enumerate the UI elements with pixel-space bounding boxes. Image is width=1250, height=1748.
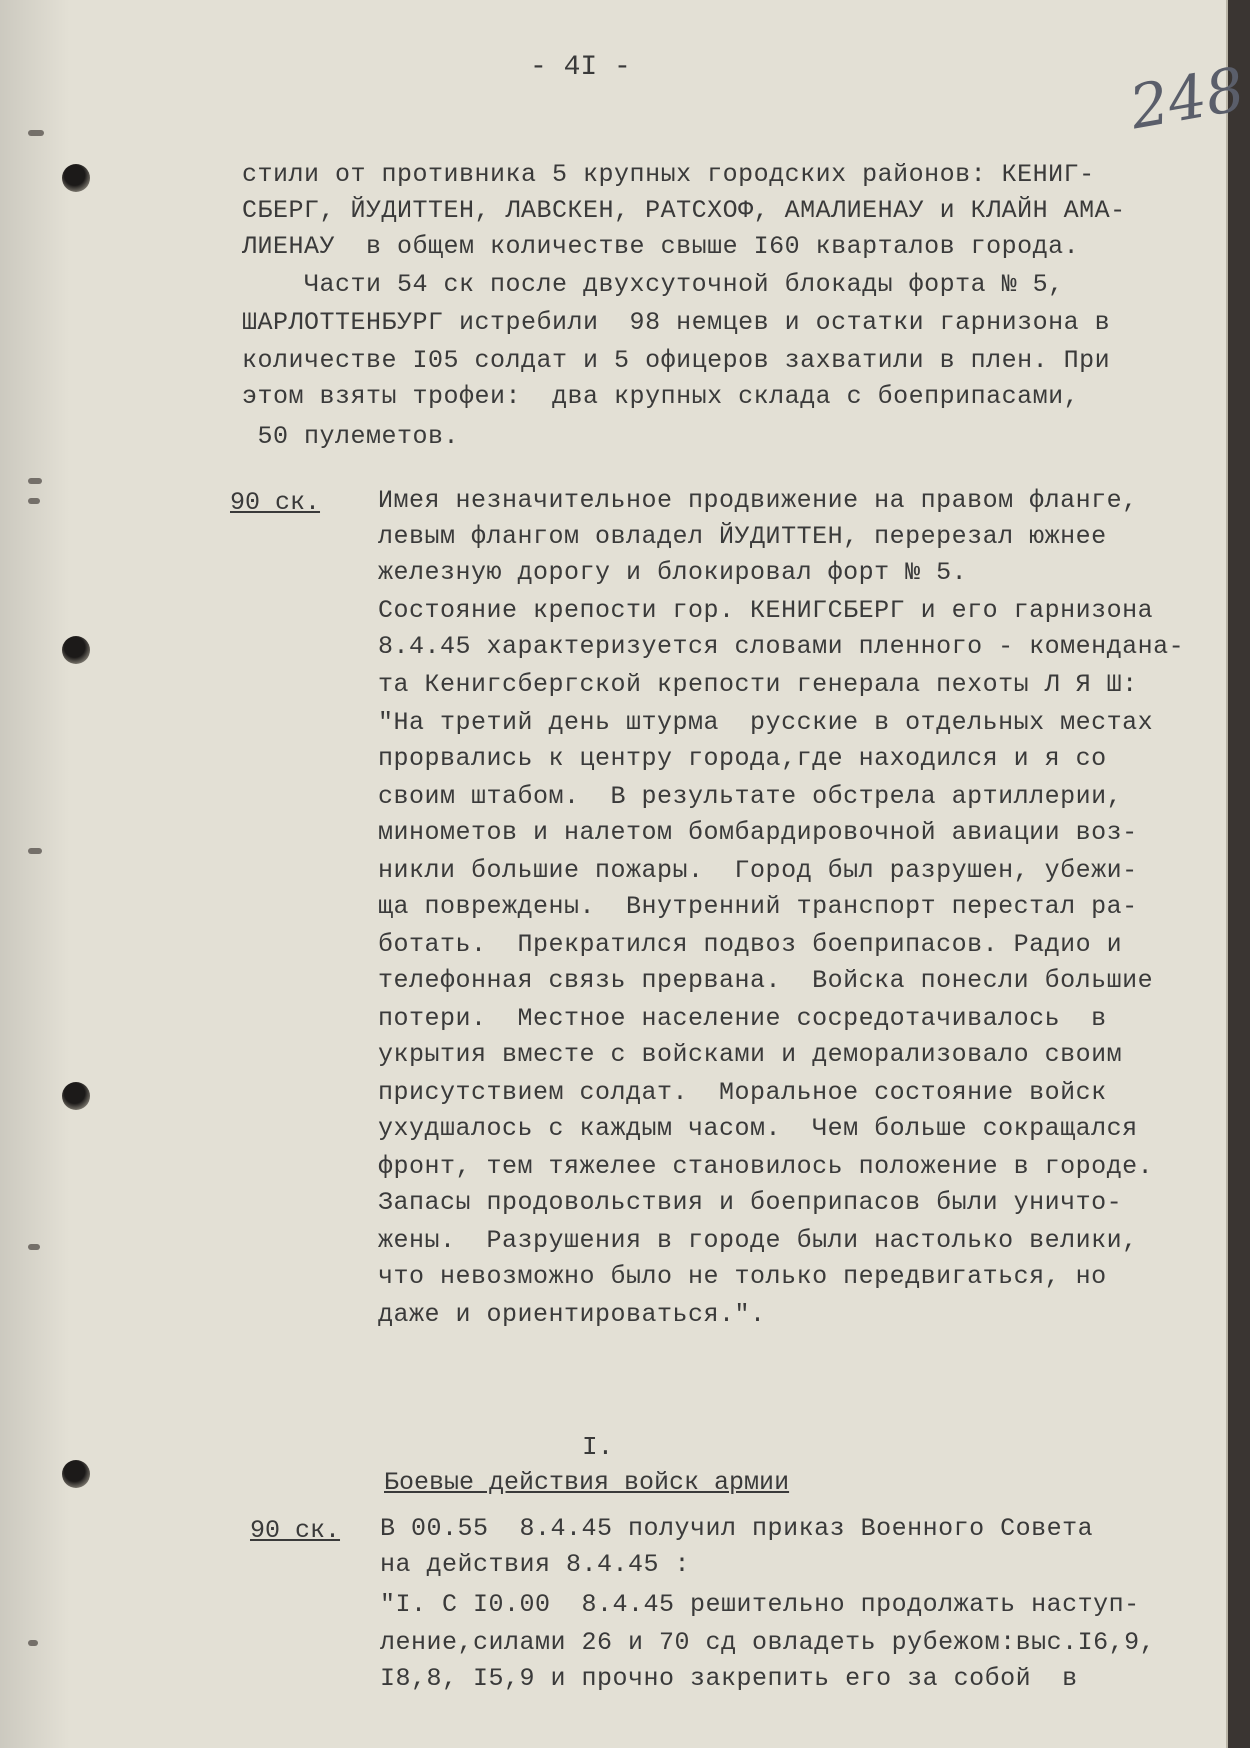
- binding-mark: [28, 498, 40, 504]
- binding-mark: [28, 478, 42, 484]
- text-line: даже и ориентироваться.".: [378, 1300, 766, 1329]
- text-line: ботать. Прекратился подвоз боеприпасов. Радио и: [378, 930, 1123, 959]
- binding-mark: [28, 130, 44, 136]
- page-number: - 4I -: [530, 52, 631, 83]
- section-number: I.: [582, 1432, 614, 1462]
- text-line: минометов и налетом бомбардировочной авиации воз-: [378, 818, 1138, 847]
- text-line: 50 пулеметов.: [242, 422, 460, 451]
- binding-mark: [28, 848, 42, 854]
- punch-hole-icon: [62, 1460, 90, 1488]
- text-line: Запасы продовольствия и боеприпасов были уничто-: [378, 1188, 1123, 1217]
- binding-mark: [28, 1244, 40, 1250]
- text-line: ухудшалось с каждым часом. Чем больше сокращался: [378, 1114, 1138, 1143]
- text-line: этом взяты трофеи: два крупных склада с боеприпасами,: [242, 382, 1080, 411]
- punch-hole-icon: [62, 636, 90, 664]
- text-line: укрытия вместе с войсками и деморализовало своим: [378, 1040, 1123, 1069]
- text-line: своим штабом. В результате обстрела артиллерии,: [378, 782, 1123, 811]
- text-line: та Кенигсбергской крепости генерала пехоты Л Я Ш:: [378, 670, 1138, 699]
- text-line: прорвались к центру города,где находился и я со: [378, 744, 1107, 773]
- text-line: что невозможно было не только передвигаться, но: [378, 1262, 1107, 1291]
- text-line: СБЕРГ, ЙУДИТТЕН, ЛАВСКЕН, РАТСХОФ, АМАЛИЕНАУ и КЛАЙН АМА-: [242, 196, 1126, 225]
- text-line: 8.4.45 характеризуется словами пленного - коменданa-: [378, 632, 1185, 661]
- text-line: левым флангом овладел ЙУДИТТЕН, перерезал южнее: [378, 522, 1107, 551]
- text-line: жены. Разрушения в городе были настолько велики,: [378, 1226, 1138, 1255]
- text-line: Имея незначительное продвижение на правом фланге,: [378, 486, 1138, 515]
- page-edge-shadow: [0, 0, 70, 1748]
- punch-hole-icon: [62, 1082, 90, 1110]
- text-line: Части 54 ск после двухсуточной блокады форта № 5,: [242, 270, 1064, 299]
- punch-hole-icon: [62, 164, 90, 192]
- text-line: телефонная связь прервана. Войска понесли большие: [378, 966, 1154, 995]
- text-line: В 00.55 8.4.45 получил приказ Военного Совета: [380, 1514, 1094, 1543]
- text-line: железную дорогу и блокировал форт № 5.: [378, 558, 968, 587]
- corps-label: 90 ск.: [250, 1516, 341, 1545]
- text-line: I8,8, I5,9 и прочно закрепить его за собой в: [380, 1664, 1078, 1693]
- text-line: присутствием солдат. Моральное состояние войск: [378, 1078, 1107, 1107]
- handwritten-sheet-number: 248: [1124, 54, 1250, 144]
- text-line: ща повреждены. Внутренний транспорт перестал ра-: [378, 892, 1138, 921]
- text-line: ШАРЛОТТЕНБУРГ истребили 98 немцев и остатки гарнизона в: [242, 308, 1111, 337]
- text-line: ЛИЕНАУ в общем количестве свыше I60 кварталов города.: [242, 232, 1080, 261]
- text-line: никли большие пожары. Город был разрушен, убежи-: [378, 856, 1138, 885]
- text-line: "I. С I0.00 8.4.45 решительно продолжать наступ-: [380, 1590, 1140, 1619]
- text-line: потери. Местное население сосредотачивалось в: [378, 1004, 1107, 1033]
- section-heading: Боевые действия войск армии: [384, 1468, 790, 1497]
- text-line: количестве I05 солдат и 5 офицеров захватили в плен. При: [242, 346, 1111, 375]
- text-line: Состояние крепости гор. КЕНИГСБЕРГ и его гарнизона: [378, 596, 1154, 625]
- text-line: стили от противника 5 крупных городских районов: КЕНИГ-: [242, 160, 1095, 189]
- text-line: ление,силами 26 и 70 сд овладеть рубежом:выс.I6,9,: [380, 1628, 1156, 1657]
- corps-label: 90 ск.: [230, 488, 321, 517]
- text-line: на действия 8.4.45 :: [380, 1550, 691, 1579]
- text-line: фронт, тем тяжелее становилось положение в городе.: [378, 1152, 1154, 1181]
- text-line: "На третий день штурма русские в отдельных местах: [378, 708, 1154, 737]
- binding-mark: [28, 1640, 38, 1646]
